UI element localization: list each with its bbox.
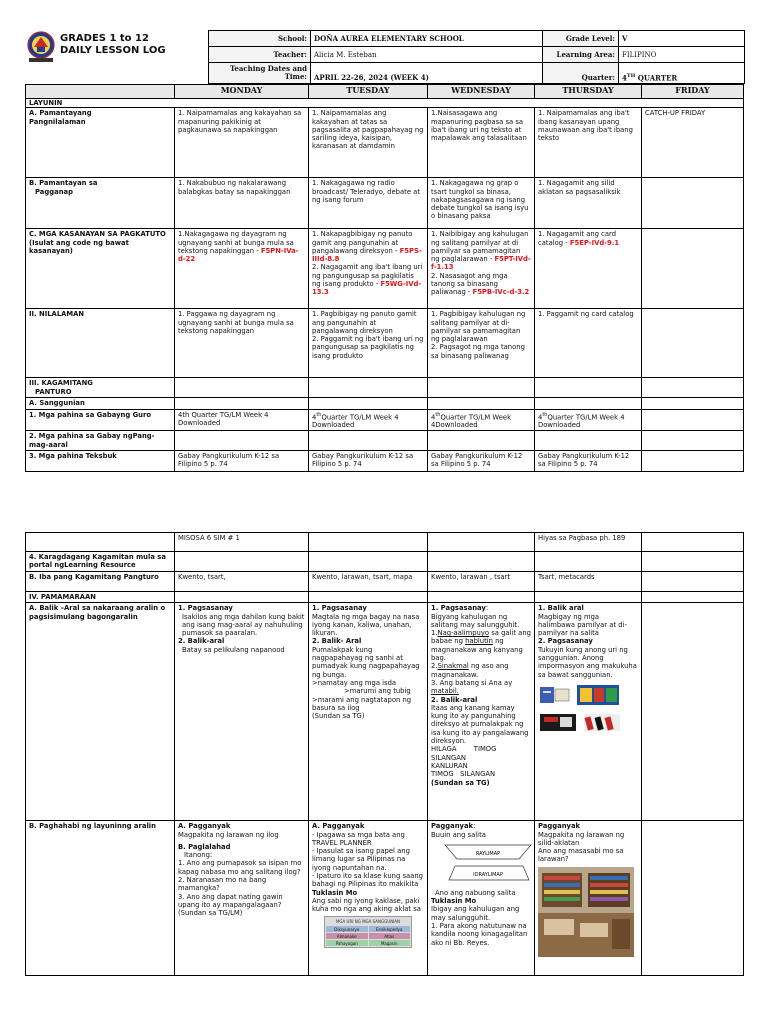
row-label-karagdagang-kagamitan: 4. Karagdagang Kagamitan mula sa portal ngLearning Resource — [26, 552, 175, 572]
heading: 2. Balik-aral — [178, 637, 225, 646]
cell-ba-monday — [175, 603, 309, 821]
reference-images-row1 — [538, 683, 638, 707]
heading: B. Paglalahad — [178, 842, 231, 851]
cell-empty — [642, 552, 744, 572]
teacher-value: Alicia M. Esteban — [311, 47, 543, 63]
text: 1. Nagagamit ang card catalog - — [538, 230, 617, 247]
text: 3. Ano ang dapat nating gawin upang ito ay mapangalagaan? — [178, 892, 283, 909]
cell-c-monday — [175, 229, 309, 309]
section-layunin: LAYUNIN — [26, 99, 744, 108]
cell-g-thursday — [535, 409, 642, 431]
colon: : — [473, 822, 476, 831]
cell-hiyas: Hiyas sa Pagbasa ph. 189 — [535, 533, 642, 552]
day-thursday: THURSDAY — [535, 85, 642, 99]
text: Quarter TG/LM Week 4 Downloaded — [312, 412, 399, 430]
competency-code: F5WG-IVd-13.3 — [312, 280, 422, 297]
cell-empty — [642, 572, 744, 592]
quarter-value — [619, 63, 745, 84]
header-info-table — [208, 30, 745, 84]
books-image — [582, 711, 622, 733]
cell-ba-thursday — [535, 603, 642, 821]
sentence-2 — [431, 662, 531, 679]
school-label: School: — [209, 31, 311, 47]
competency-code: F5PN-IVa-d-22 — [178, 246, 299, 264]
mini-table-title: MGA URI NG MGA SANGGUNIAN — [335, 918, 400, 924]
competency-code: F5EP-IVd-9.1 — [569, 238, 620, 247]
cell-pl-tuesday — [309, 821, 428, 976]
dates-label-line1: Teaching Dates and — [229, 64, 307, 73]
cell-empty — [535, 398, 642, 409]
cell-b-tuesday: 1. Nakagagawa ng radio broadcast/ Teleradyo, debate at ng isang forum — [309, 178, 428, 229]
quarter-text: QUARTER — [635, 73, 678, 82]
row-label-pamantayan-pagganap — [26, 178, 175, 229]
cell-empty — [175, 431, 309, 451]
underlined-word: Nag-aalimpuyo — [437, 629, 490, 638]
deped-seal-logo — [27, 31, 55, 63]
text: 3. Ang batang si Ana ay — [431, 678, 513, 687]
newspaper-image — [538, 711, 578, 733]
mini-cell: Pahayagan — [326, 940, 368, 946]
text: (Sundan sa TG) — [312, 712, 365, 721]
sentence-1 — [431, 629, 531, 662]
learning-area-value: FILIPINO — [619, 47, 745, 63]
heading: 1. Pagsasanay — [431, 604, 486, 613]
cell-ib-tuesday: Kwento, larawan, tsart, mapa — [309, 572, 428, 592]
day-tuesday: TUESDAY — [309, 85, 428, 99]
heading: 1. Pagsasanay — [312, 604, 367, 613]
cell-empty — [535, 431, 642, 451]
label-line: PANTURO — [35, 387, 72, 396]
cell-a-tuesday: 1. Naipamamalas ang kakayahan at tatas sa pagsasalita at pagpapahayag ng sariling ideya, kaisipan, karanasan at damdamin — [309, 108, 428, 178]
day-monday: MONDAY — [175, 85, 309, 99]
cell-empty — [175, 378, 309, 398]
cell-empty — [175, 592, 309, 603]
dates-label-line2: Time: — [284, 72, 307, 81]
underlined-word: hablutin — [465, 637, 493, 646]
row-label-gabay-guro: 1. Mga pahina sa Gabayng Guro — [26, 409, 175, 431]
row-label-balik-aral: A. Balik –Aral sa nakaraang aralin o pagsisimulang bagongaralin — [26, 603, 175, 821]
text: KANLURAN — [431, 761, 468, 770]
cell-empty — [642, 821, 744, 976]
grade-value: V — [619, 31, 745, 47]
text: 1. — [431, 629, 438, 638]
cell-g-monday: 4th Quarter TG/LM Week 4 Downloaded — [175, 409, 309, 431]
sup: th — [435, 411, 441, 418]
learning-area-label: Learning Area: — [543, 47, 619, 63]
cell-misosa: MISOSA 6 SIM # 1 — [175, 533, 309, 552]
word-puzzle-shapes — [431, 842, 531, 886]
heading: 2. Pagsasanay — [538, 637, 593, 646]
cell-empty — [642, 592, 744, 603]
lesson-table-part2 — [25, 532, 744, 976]
teacher-label: Teacher: — [209, 47, 311, 63]
text: TIMOG SILANGAN — [431, 770, 496, 779]
cell-empty — [175, 552, 309, 572]
heading: 1. Balik aral — [538, 604, 584, 613]
document-title — [60, 33, 166, 57]
cell-c-wednesday — [428, 229, 535, 309]
text: 2. Paggamit ng iba't ibang uri ng pangungusap sa pagkilatis ng isang produkto — [312, 335, 424, 360]
heading: 2. Balik-aral — [431, 695, 478, 704]
cell-n-tuesday — [309, 309, 428, 378]
cell-g-wednesday — [428, 409, 535, 431]
heading: A. Pagganyak — [312, 822, 365, 831]
cell-ib-monday: Kwento, tsart, — [175, 572, 309, 592]
row-label-gabay-pang-mag-aaral: 2. Mga pahina sa Gabay ngPang-mag-aaral — [26, 431, 175, 451]
text: 1. Ano ang pumapasok sa isipan mo kapag nabasa mo ang salitang ilog? — [178, 859, 302, 876]
cell-empty — [642, 533, 744, 552]
row-label-pamamaraan: IV. PAMAMARAAN — [26, 592, 175, 603]
row-label-paghahabi: B. Paghahabi ng layuninng aralin — [26, 821, 175, 976]
label-line: III. KAGAMITANG — [29, 379, 93, 388]
mini-cell: Almanake — [326, 933, 368, 939]
row-label-kagamitang-panturo — [26, 378, 175, 398]
shape-label-2: IDRAYLIMAP — [473, 871, 503, 878]
text: 2. — [431, 662, 438, 671]
text: 2. Naranasan mo na bang mamangka? — [178, 876, 267, 893]
row-label-sanggunian: A. Sanggunian — [26, 398, 175, 409]
text: Pumalakpak kung nagpapahayag ng sanhi at pumadyak kung nagpapahayag ng bunga. — [312, 645, 420, 679]
cell-empty — [642, 431, 744, 451]
cell-n-friday — [642, 309, 744, 378]
cell-empty — [428, 552, 535, 572]
row-label-iba-pang-kagamitan: B. Iba pang Kagamitang Pangturo — [26, 572, 175, 592]
cell-t-tuesday: Gabay Pangkurikulum K-12 sa Filipino 5 p. 74 — [309, 451, 428, 472]
cell-empty — [642, 378, 744, 398]
cell-t-thursday: Gabay Pangkurikulum K-12 sa Filipino 5 p. 74 — [535, 451, 642, 472]
cell-b-wednesday: 1. Nakagagawa ng grap o tsart tungkol sa binasa, nakapagsasagawa ng isang debate tungkol sa isang isyu o binasang paksa — [428, 178, 535, 229]
text: sa galit ang babae ng — [431, 629, 531, 646]
trapezoid-shapes — [431, 842, 535, 886]
text: 1. Pagbibigay kahulugan ng salitang pamilyar at di-pamilyar sa pamamagitan ng paglalarawan — [431, 310, 526, 344]
competency-code: F5PB-IVc-d-3.2 — [472, 288, 530, 297]
title-line2: DAILY LESSON LOG — [60, 45, 166, 56]
competency-code: F5PS-IIId-8.8 — [312, 246, 422, 264]
row-label-nilalaman: II. NILALAMAN — [26, 309, 175, 378]
grade-label: Grade Level: — [543, 31, 619, 47]
cell-empty — [535, 378, 642, 398]
text: Magtala ng mga bagay na nasa iyong kanan, kaliwa, unahan, likuran. — [312, 612, 420, 638]
reference-images-row2 — [538, 711, 638, 733]
library-image — [538, 867, 634, 957]
cell-empty — [309, 398, 428, 409]
text: Ang sabi ng iyong kaklase, paki kuha mo nga ang aking aklat sa — [312, 896, 421, 914]
text: 1. Naibibigay ang kahulugan ng salitang pamilyar at di pamilyar sa pamamagitan ng paglalarawan - — [431, 230, 529, 264]
cell-empty — [309, 431, 428, 451]
cell-a-wednesday: 1.Naisasagawa ang mapanuring pagbasa sa sa iba't ibang uri ng teksto at mapalawak ang talasalitaan — [428, 108, 535, 178]
text: Isakilos ang mga dahilan kung bakit ang isang mag-aaral ay nahuhuling pumasok sa paaralan. — [182, 612, 305, 638]
text: ng magnanakaw ang kanyang bag. — [431, 637, 523, 663]
sup: th — [316, 411, 322, 418]
mini-cell: Magasin — [369, 940, 411, 946]
text: Quarter TG/LM Week 4 Downloaded — [538, 412, 625, 430]
cell-empty — [26, 533, 175, 552]
cell-empty — [642, 451, 744, 472]
cell-empty — [428, 431, 535, 451]
heading: Pagganyak — [431, 822, 474, 831]
underlined-word: matabil. — [431, 687, 459, 696]
text: (Sundan sa TG/LM) — [178, 909, 243, 918]
text: Ano ang masasabi mo sa larawan? — [538, 847, 624, 864]
quarter-label: Quarter: — [543, 63, 619, 84]
dates-label — [209, 63, 311, 84]
mini-cell: Atlas — [369, 933, 411, 939]
text: Ano ang nabuong salita — [435, 888, 516, 897]
cell-b-thursday: 1. Nagagamit ang silid aklatan sa pagsasaliksik — [535, 178, 642, 229]
cell-ib-wednesday: Kwento, larawan , tsart — [428, 572, 535, 592]
competency-code: F5PT-IVd-f-1.13 — [431, 255, 531, 272]
shape-label-1: RAYLIMAP — [475, 850, 501, 857]
text: >marami ang nagtatapon ng basura sa ilog — [312, 695, 412, 712]
cell-c-tuesday — [309, 229, 428, 309]
mini-cell: Ensiklopedya — [369, 926, 411, 932]
heading-line — [431, 822, 531, 830]
heading: 1. Pagsasanay — [178, 604, 233, 613]
sentence-3 — [431, 679, 531, 696]
cell-a-thursday: 1. Naipamamalas ang iba't ibang kasanayan upang maunawaan ang iba't ibang teksto — [535, 108, 642, 178]
text: >namatay ang mga isda — [312, 678, 397, 687]
text: (Sundan sa TG) — [431, 778, 490, 787]
colon: : — [485, 604, 489, 613]
cell-ib-thursday: Tsart, metacards — [535, 572, 642, 592]
sanggunian-mini-table — [324, 916, 412, 948]
cell-n-monday: 1. Paggawa ng dayagram ng ugnayang sanhi at bunga mula sa tekstong napakinggan — [175, 309, 309, 378]
label-line: Pangnilalaman — [29, 117, 86, 126]
heading: Tuklasin Mo — [431, 897, 477, 906]
dictionary-image — [538, 683, 572, 705]
cell-empty — [642, 603, 744, 821]
text: SILANGAN — [431, 753, 466, 762]
cell-empty — [642, 398, 744, 409]
cell-pl-thursday — [535, 821, 642, 976]
cell-empty — [309, 378, 428, 398]
text: Itaas ang kanang kamay kung ito ay pangunahing direksyo at pumalakpak ng isa kung ito ay pangalawang direksyon. — [431, 703, 529, 746]
label-line: A. Pamantayang — [29, 109, 92, 118]
school-value: DOÑA AUREA ELEMENTARY SCHOOL — [311, 31, 543, 47]
cell-empty — [642, 409, 744, 431]
cell-empty — [428, 533, 535, 552]
text: 2. Pagsagot ng mga tanong sa binasang paliwanag — [431, 343, 525, 360]
text: Tukuyin kung anong uri ng sanggunian. Anong impormasyon ang makukuha sa bawat sanggunian. — [538, 645, 637, 679]
underlined-word: Sinakmal — [437, 662, 469, 671]
text: 1.Nakagagawa ng dayagram ng ugnayang sanhi at bunga mula sa tekstong napakinggan - — [178, 230, 294, 255]
cell-b-monday: 1. Nakabubuo ng nakalarawang balabgkas batay sa napakinggan — [175, 178, 309, 229]
text: Quarter TG/LM Week 4Downloaded — [431, 412, 512, 430]
quarter-num: 4 — [622, 73, 627, 82]
cell-empty — [535, 592, 642, 603]
text: Batay sa pelikulang napanood — [182, 645, 285, 654]
text: Magpakita ng larawan ng ilog — [178, 830, 279, 839]
cell-empty — [428, 398, 535, 409]
row-label-kasanayan — [26, 229, 175, 309]
dates-value: APRIL 22-26, 2024 (WEEK 4) — [311, 63, 543, 84]
heading: Pagganyak — [538, 822, 581, 831]
encyclopedia-image — [576, 683, 620, 707]
label-line: B. Pamantayan sa — [29, 179, 98, 188]
cell-empty — [309, 533, 428, 552]
row-label-pamantayang-pangnilalaman — [26, 108, 175, 178]
text: Ibigay ang kahulugan ang may salungguhit. — [431, 905, 520, 922]
mini-table-grid — [326, 926, 410, 946]
text: >marumi ang tubig — [344, 687, 411, 696]
label-line: C. MGA KASANAYAN SA PAGKATUTO — [29, 230, 166, 239]
cell-empty — [428, 592, 535, 603]
cell-pl-wednesday — [428, 821, 535, 976]
sup: th — [542, 411, 548, 418]
cell-a-monday: 1. Naipamamalas ang kakayahan sa mapanuring pakikinig at pagkaunawa sa napakinggan — [175, 108, 309, 178]
heading: Tuklasin Mo — [312, 888, 358, 897]
label-line: Pagganap — [35, 187, 73, 196]
text: 4 — [538, 412, 543, 421]
text: - Ipaturo ito sa klase kung saang bahagi ng Pilipinas ito makikita — [312, 872, 423, 889]
text: - Ipagawa sa mga bata ang TRAVEL PLANNER — [312, 830, 405, 847]
text: HILAGA TIMOG — [431, 745, 497, 754]
cell-pl-monday — [175, 821, 309, 976]
quarter-sup: TH — [626, 72, 636, 79]
cell-ba-wednesday — [428, 603, 535, 821]
cell-c-friday — [642, 229, 744, 309]
cell-g-tuesday — [309, 409, 428, 431]
text: Itanong: — [184, 851, 213, 860]
text: Bigyang kahulugan ng salitang may salungguhit. — [431, 612, 520, 629]
cell-c-thursday — [535, 229, 642, 309]
cell-empty — [428, 378, 535, 398]
text: 1. Para akong natutunaw na kandila noong kinagagalitan ako ni Bb. Reyes. — [431, 922, 528, 947]
mini-cell: Diksyunaryo — [326, 926, 368, 932]
cell-n-thursday: 1. Paggamit ng card catalog — [535, 309, 642, 378]
cell-empty — [309, 592, 428, 603]
lesson-table-part1 — [25, 84, 744, 472]
corner-header — [26, 85, 175, 99]
text: 1. Nakapagbibigay ng panuto gamit ang pangunahin at pangalawang direksyon - — [312, 230, 413, 255]
heading: A. Pagganyak — [178, 822, 231, 831]
cell-empty — [535, 552, 642, 572]
text: 2. Nasasagot ang mga tanong sa binasang paliwanag - — [431, 271, 508, 297]
text: 2. Nagagamit ang iba't ibang uri ng pangungusap sa pagkilatis ng isang produkto - — [312, 263, 423, 289]
day-wednesday: WEDNESDAY — [428, 85, 535, 99]
cell-empty — [175, 398, 309, 409]
cell-empty — [309, 552, 428, 572]
row-label-teksbuk: 3. Mga pahina Teksbuk — [26, 451, 175, 472]
cell-a-friday: CATCH-UP FRIDAY — [642, 108, 744, 178]
label-line: (Isulat ang code ng bawat kasanayan) — [29, 238, 129, 255]
day-friday: FRIDAY — [642, 85, 744, 99]
text: Magbigay ng mga halimbawa pamilyar at di-pamilyar na salita — [538, 612, 627, 638]
text: ng aso ang magnanakaw. — [431, 662, 509, 679]
cell-t-monday: Gabay Pangkurikulum K-12 sa Filipino 5 p. 74 — [175, 451, 309, 472]
text: 4 — [312, 412, 317, 421]
text: 4 — [431, 412, 436, 421]
text: Buuin ang salita — [431, 830, 486, 839]
text: Magpakita ng larawan ng silid-aklatan — [538, 830, 625, 847]
heading-line — [431, 604, 531, 612]
title-line1: GRADES 1 to 12 — [60, 33, 149, 44]
text: - Ipasulat sa isang papel ang limang lugar sa Pilipinas na iyong napuntahan na. — [312, 847, 410, 872]
cell-ba-tuesday — [309, 603, 428, 821]
heading: 2. Balik- Aral — [312, 637, 362, 646]
cell-n-wednesday — [428, 309, 535, 378]
cell-b-friday — [642, 178, 744, 229]
cell-t-wednesday: Gabay Pangkurikulum K-12 sa Filipino 5 p. 74 — [428, 451, 535, 472]
text: 1. Pagbibigay ng panuto gamit ang pangunahin at pangalawang direksyon — [312, 310, 417, 335]
